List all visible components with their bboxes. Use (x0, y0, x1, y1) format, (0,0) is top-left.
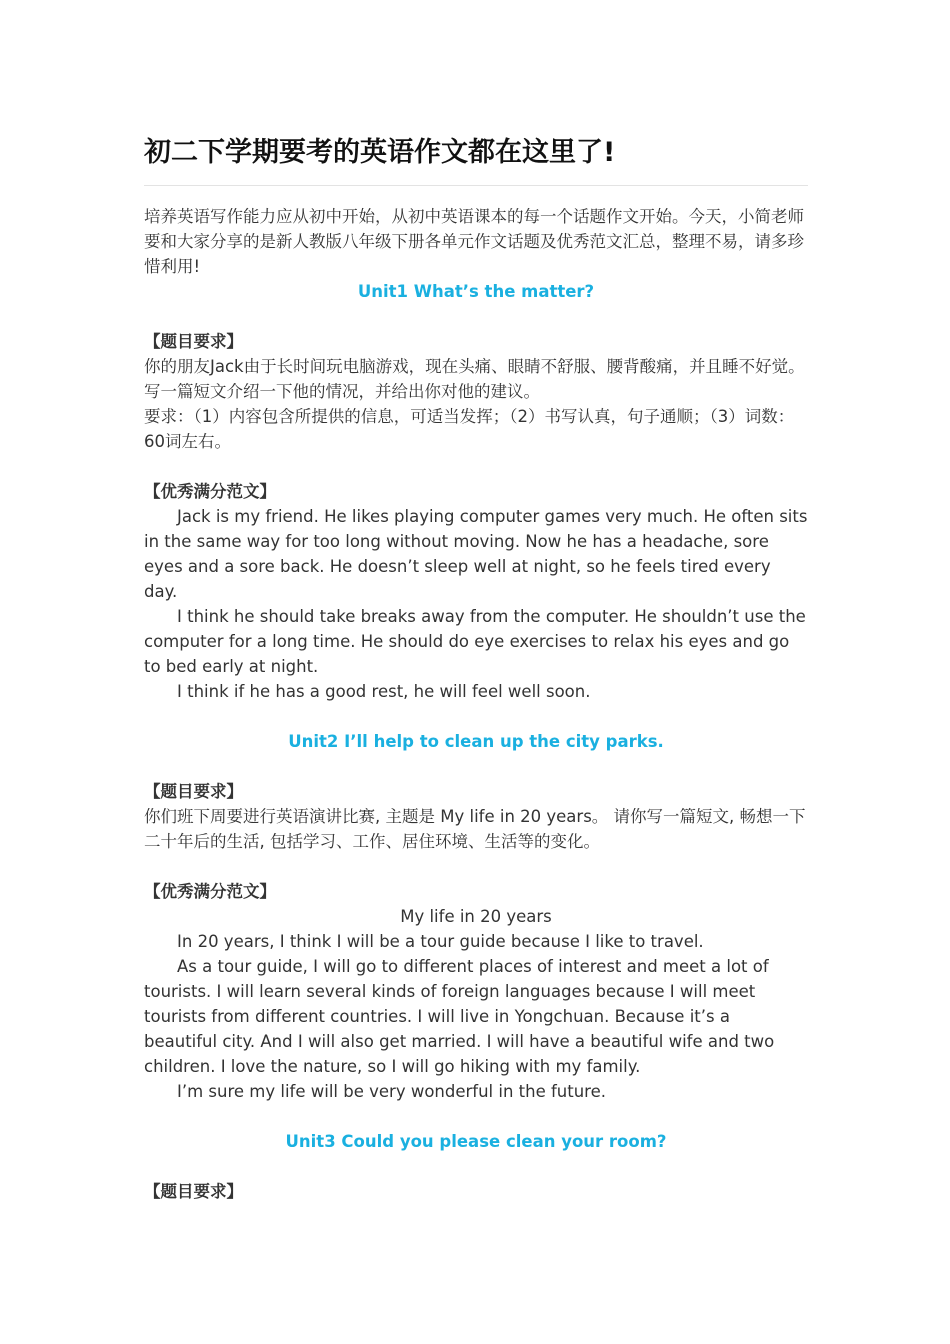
unit2-requirement-text: 你们班下周要进行英语演讲比赛, 主题是 My life in 20 years。 请你写一篇短文, 畅想一下二十年后的生活, 包括学习、工作、居住环境、生活等的变化。 (144, 807, 806, 851)
unit1-requirement-label: 【题目要求】 (144, 332, 243, 351)
unit2-essay-title: My life in 20 years (400, 907, 552, 926)
unit3-requirement-label: 【题目要求】 (144, 1182, 243, 1201)
unit2-sample-paragraph: As a tour guide, I will go to different places of interest and meet a lot of tourists. I will learn several kinds of foreign languages because I will meet tourists from different countries. I will live in Yongchuan. Because it’s a beautiful city. And I will also get married. I will have a beautiful wife and two children. I love the nature, so I will go hiking with my family. (144, 957, 775, 1076)
title-divider (144, 185, 808, 186)
unit1-requirement-rules: 要求：（1）内容包含所提供的信息，可适当发挥；（2）书写认真，句子通顺；（3）词数：60词左右。 (144, 407, 795, 451)
unit3-heading: Unit3 Could you please clean your room? (285, 1132, 667, 1151)
unit2-sample-label: 【优秀满分范文】 (144, 882, 276, 901)
unit1-sample-label: 【优秀满分范文】 (144, 482, 276, 501)
unit2-sample-paragraph: I’m sure my life will be very wonderful in the future. (177, 1082, 606, 1101)
article-body (144, 204, 808, 1204)
unit1-sample-paragraph: I think he should take breaks away from the computer. He shouldn’t use the computer for a long time. He should do eye exercises to relax his eyes and go to bed early at night. (144, 607, 806, 676)
unit2-requirement-label: 【题目要求】 (144, 782, 243, 801)
unit2-heading: Unit2 I’ll help to clean up the city parks. (288, 732, 664, 751)
unit1-heading: Unit1 What’s the matter? (357, 282, 595, 301)
unit2-sample-paragraph: In 20 years, I think I will be a tour guide because I like to travel. (177, 932, 704, 951)
intro-paragraph: 培养英语写作能力应从初中开始，从初中英语课本的每一个话题作文开始。今天，小简老师要和大家分享的是新人教版八年级下册各单元作文话题及优秀范文汇总，整理不易，请多珍惜利用! (144, 207, 804, 276)
unit1-sample-paragraph: I think if he has a good rest, he will feel well soon. (177, 682, 591, 701)
unit1-requirement-text: 你的朋友Jack由于长时间玩电脑游戏，现在头痛、眼睛不舒服、腰背酸痛，并且睡不好觉。写一篇短文介绍一下他的情况，并给出你对他的建议。 (144, 357, 805, 401)
unit1-sample-paragraph: Jack is my friend. He likes playing computer games very much. He often sits in the same way for too long without moving. Now he has a headache, sore eyes and a sore back. He doesn’t sleep well at night, so he feels tired every day. (144, 507, 808, 601)
article-title: 初二下学期要考的英语作文都在这里了! (144, 137, 616, 168)
